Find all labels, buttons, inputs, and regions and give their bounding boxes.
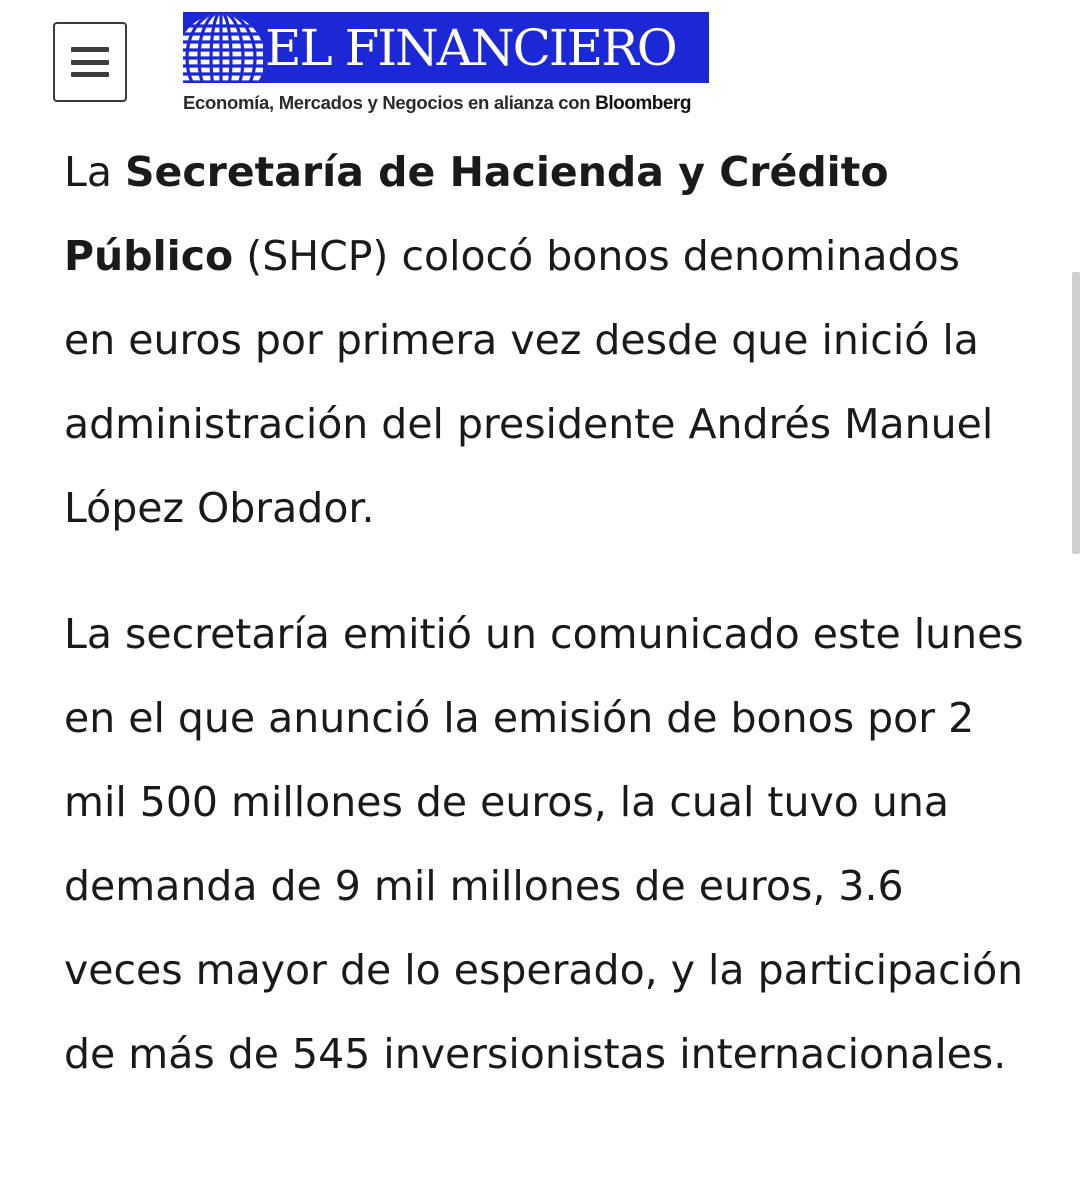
globe-icon <box>183 12 263 83</box>
site-logo[interactable] <box>183 12 710 118</box>
logo-tagline-text: Economía, Mercados y Negocios en alianza con <box>183 92 591 113</box>
scrollbar[interactable] <box>1072 272 1080 554</box>
logo-tagline-brand: Bloomberg <box>595 93 691 114</box>
logo-tagline <box>183 92 691 115</box>
logo-band <box>183 12 709 83</box>
paragraph-1-bold: Secretaría de Hacienda y Crédito Público <box>64 148 889 280</box>
article-paragraph-2: La secretaría emitió un comunicado este lunes en el que anunció la emisión de bonos por 2 mil 500 millones de euros, la cual tuvo una demanda de 9 mil millones de euros, 3.6 veces mayor de lo esperado, y la participación de más de 545 inversionistas internacionales. <box>64 610 1024 1078</box>
logo-title: EL FINANCIERO <box>265 19 676 77</box>
hamburger-menu-icon <box>71 47 109 77</box>
article-paragraph-1 <box>64 130 1024 550</box>
article-body <box>64 130 1024 1138</box>
menu-button[interactable] <box>53 22 127 102</box>
paragraph-1-text-a: La <box>64 148 112 196</box>
paragraph-1-text-b: (SHCP) colocó bonos denominados en euros por primera vez desde que inició la administración del presidente Andrés Manuel López Obrador. <box>64 232 994 532</box>
